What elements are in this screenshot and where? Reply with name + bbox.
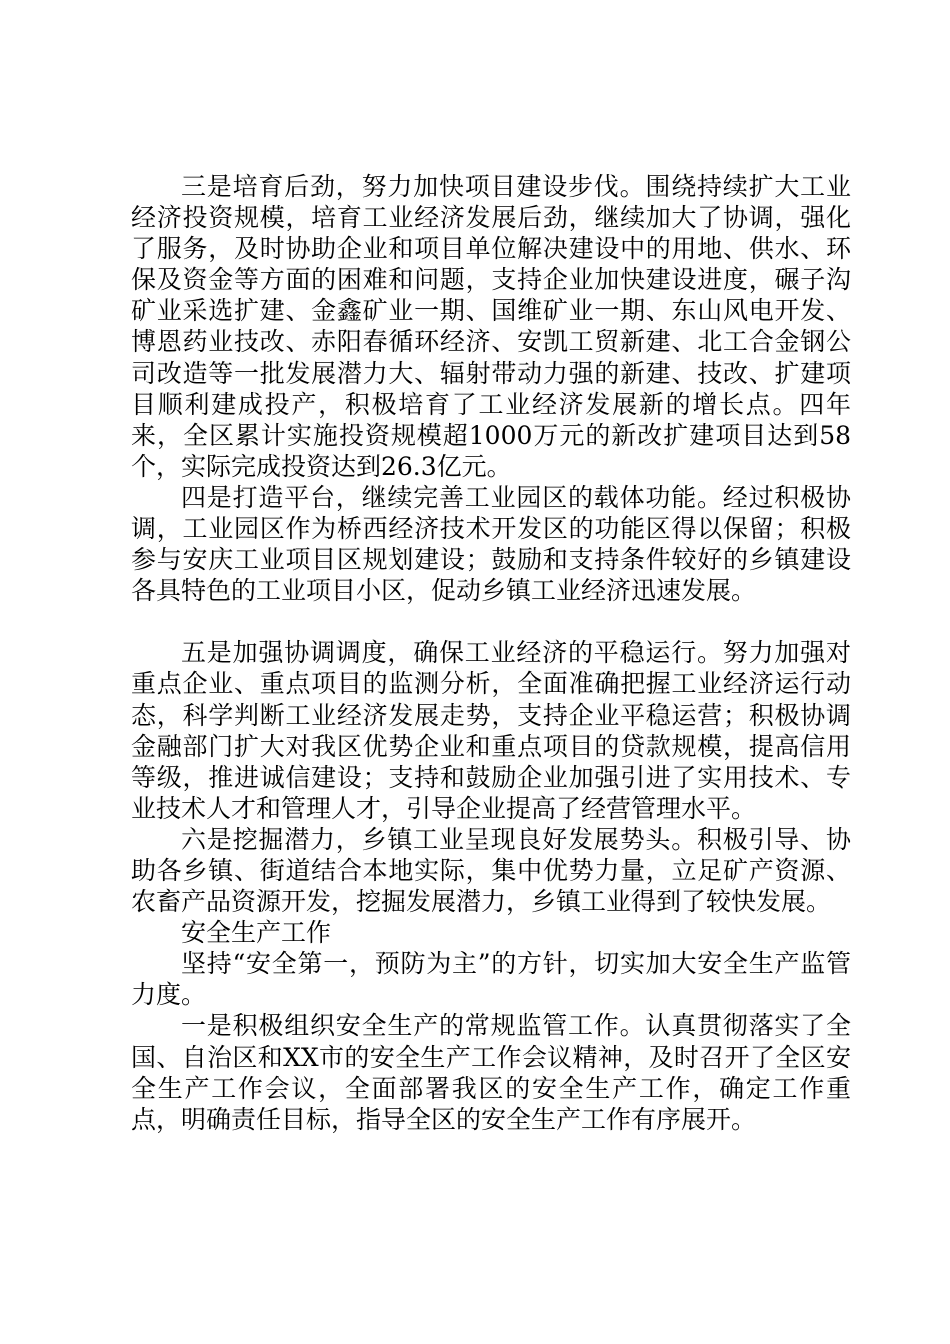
paragraph-six-tap-potential: 六是挖掘潜力，乡镇工业呈现良好发展势头。积极引导、协助各乡镇、街道结合本地实际，集中优势力量，立足矿产资源、农畜产品资源开发，挖掘发展潜力，乡镇工业得到了较快发展。 [131,824,851,917]
paragraph-safety-policy: 坚持“安全第一，预防为主”的方针，切实加大安全生产监管力度。 [131,949,851,1010]
document-body [131,171,851,1135]
paragraph-three-cultivate-momentum: 三是培育后劲，努力加快项目建设步伐。围绕持续扩大工业经济投资规模，培育工业经济发展后劲，继续加大了协调，强化了服务，及时协助企业和项目单位解决建设中的用地、供水、环保及资金等方面的困难和问题，支持企业加快建设进度，碾子沟矿业采选扩建、金鑫矿业一期、国维矿业一期、东山风电开发、博恩药业技改、赤阳春循环经济、安凯工贸新建、北工合金钢公司改造等一批发展潜力大、辐射带动力强的新建、技改、扩建项目顺利建成投产，积极培育了工业经济发展新的增长点。四年来，全区累计实施投资规模超1000万元的新改扩建项目达到58个，实际完成投资达到26.3亿元。 [131,172,851,481]
paragraph-safety-one-routine-supervision: 一是积极组织安全生产的常规监管工作。认真贯彻落实了全国、自治区和XX市的安全生产工作会议精神，及时召开了全区安全生产工作会议，全面部署我区的安全生产工作，确定工作重点，明确责任目标，指导全区的安全生产工作有序展开。 [131,1011,851,1134]
paragraph-five-coordination: 五是加强协调调度，确保工业经济的平稳运行。努力加强对重点企业、重点项目的监测分析，全面准确把握工业经济运行动态，科学判断工业经济发展走势，支持企业平稳运营；积极协调金融部门扩大对我区优势企业和重点项目的贷款规模，提高信用等级，推进诚信建设；支持和鼓励企业加强引进了实用技术、专业技术人才和管理人才，引导企业提高了经营管理水平。 [131,638,851,823]
paragraph-spacer [131,606,851,637]
section-heading-safety-production: 安全生产工作 [181,918,332,948]
paragraph-four-build-platform: 四是打造平台，继续完善工业园区的载体功能。经过积极协调，工业园区作为桥西经济技术开发区的功能区得以保留；积极参与安庆工业项目区规划建设；鼓励和支持条件较好的乡镇建设各具特色的工业项目小区，促动乡镇工业经济迅速发展。 [131,482,851,606]
